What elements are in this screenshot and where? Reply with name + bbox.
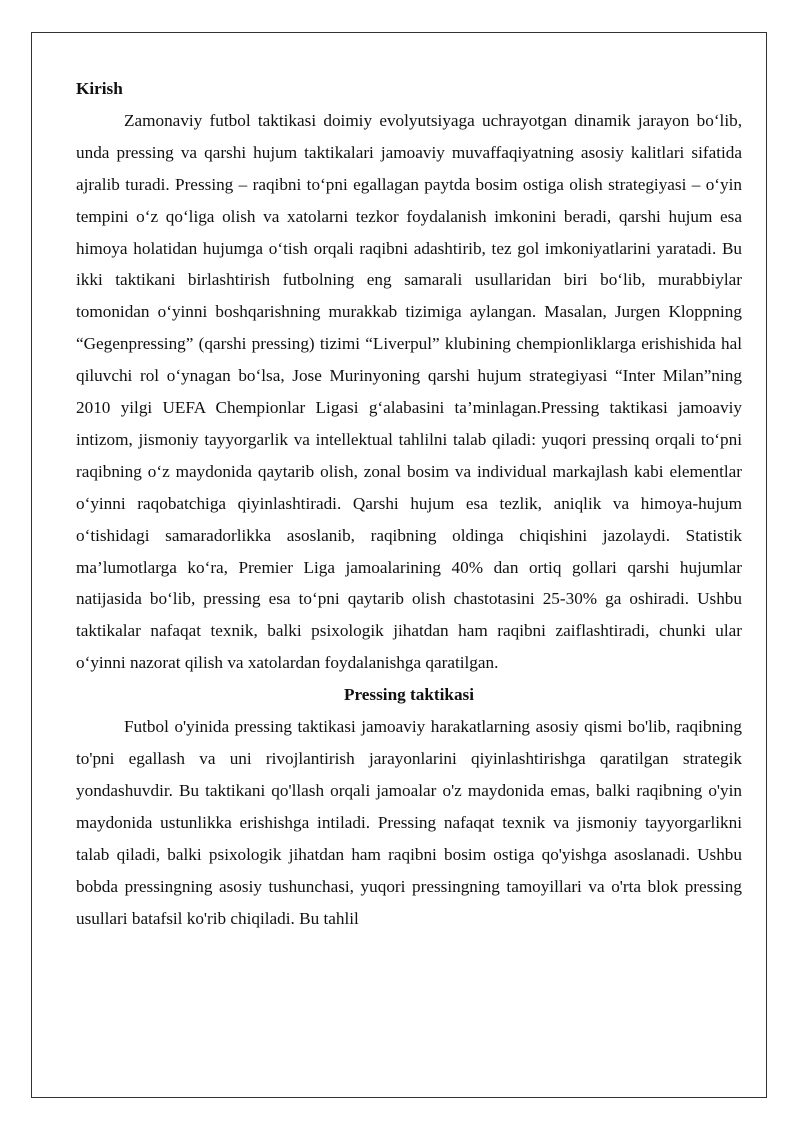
paragraph-pressing: Futbol o'yinida pressing taktikasi jamoaviy harakatlarning asosiy qismi bo'lib, raqibning to'pni egallash va uni rivojlantirish jarayonlarini qiyinlashtirishga qaratilgan strategik yondashuvdir. Bu taktikani qo'llash orqali jamoalar o'z maydonida emas, balki raqibning o'yin maydonida ustunlikka erishishga intiladi. Pressing nafaqat texnik va jismoniy tayyorgarlikni talab qiladi, balki psixologik jihatdan ham raqibni bosim ostiga qo'yishga asoslanadi. Ushbu bobda pressingning asosiy tushunchasi, yuqori pressingning tamoyillari va o'rta blok pressing usullari batafsil ko'rib chiqiladi. Bu tahlil	[76, 717, 742, 928]
section-heading-kirish: Kirish	[76, 79, 123, 98]
document-body	[76, 73, 742, 934]
section-heading-pressing: Pressing taktikasi	[343, 685, 475, 705]
paragraph-introduction: Zamonaviy futbol taktikasi doimiy evolyutsiyaga uchrayotgan dinamik jarayon bo‘lib, unda pressing va qarshi hujum taktikalari jamoaviy muvaffaqiyatning asosiy kalitlari sifatida ajralib turadi. Pressing – raqibni to‘pni egallagan paytda bosim ostiga olish strategiyasi – o‘yin tempini o‘z qo‘liga olish va xatolarni tezkor foydalanish imkonini beradi, qarshi hujum esa himoya holatidan hujumga o‘tish orqali raqibni adashtirib, tez gol imkoniyatlarini yaratadi. Bu ikki taktikani birlashtirish futbolning eng samarali usullaridan biri bo‘lib, murabbiylar tomonidan o‘yinni boshqarishning murakkab tizimiga aylangan. Masalan, Jurgen Kloppning “Gegenpressing” (qarshi pressing) tizimi “Liverpul” klubining chempionliklarga erishishida hal qiluvchi rol o‘ynagan bo‘lsa, Jose Murinyoning qarshi hujum strategiyasi “Inter Milan”ning 2010 yilgi UEFA Chempionlar Ligasi g‘alabasini ta’minlagan.Pressing taktikasi jamoaviy intizom, jismoniy tayyorgarlik va intellektual tahlilni talab qiladi: yuqori pressinq orqali to‘pni raqibning o‘z maydonida qaytarib olish, zonal bosim va individual markajlash kabi elementlar o‘yinni raqobatchiga qiyinlashtiradi. Qarshi hujum esa tezlik, aniqlik va himoya-hujum o‘tishidagi samaradorlikka asoslanib, raqibning oldinga chiqishini jazolaydi. Statistik ma’lumotlarga ko‘ra, Premier Liga jamoalarining 40% dan ortiq gollari qarshi hujumlar natijasida bo‘lib, pressing esa to‘pni qaytarib olish chastotasini 25-30% ga oshiradi. Ushbu taktikalar nafaqat texnik, balki psixologik jihatdan ham raqibni zaiflashtiradi, chunki ular o‘yinni nazorat qilish va xatolardan foydalanishga qaratilgan.	[76, 110, 742, 673]
